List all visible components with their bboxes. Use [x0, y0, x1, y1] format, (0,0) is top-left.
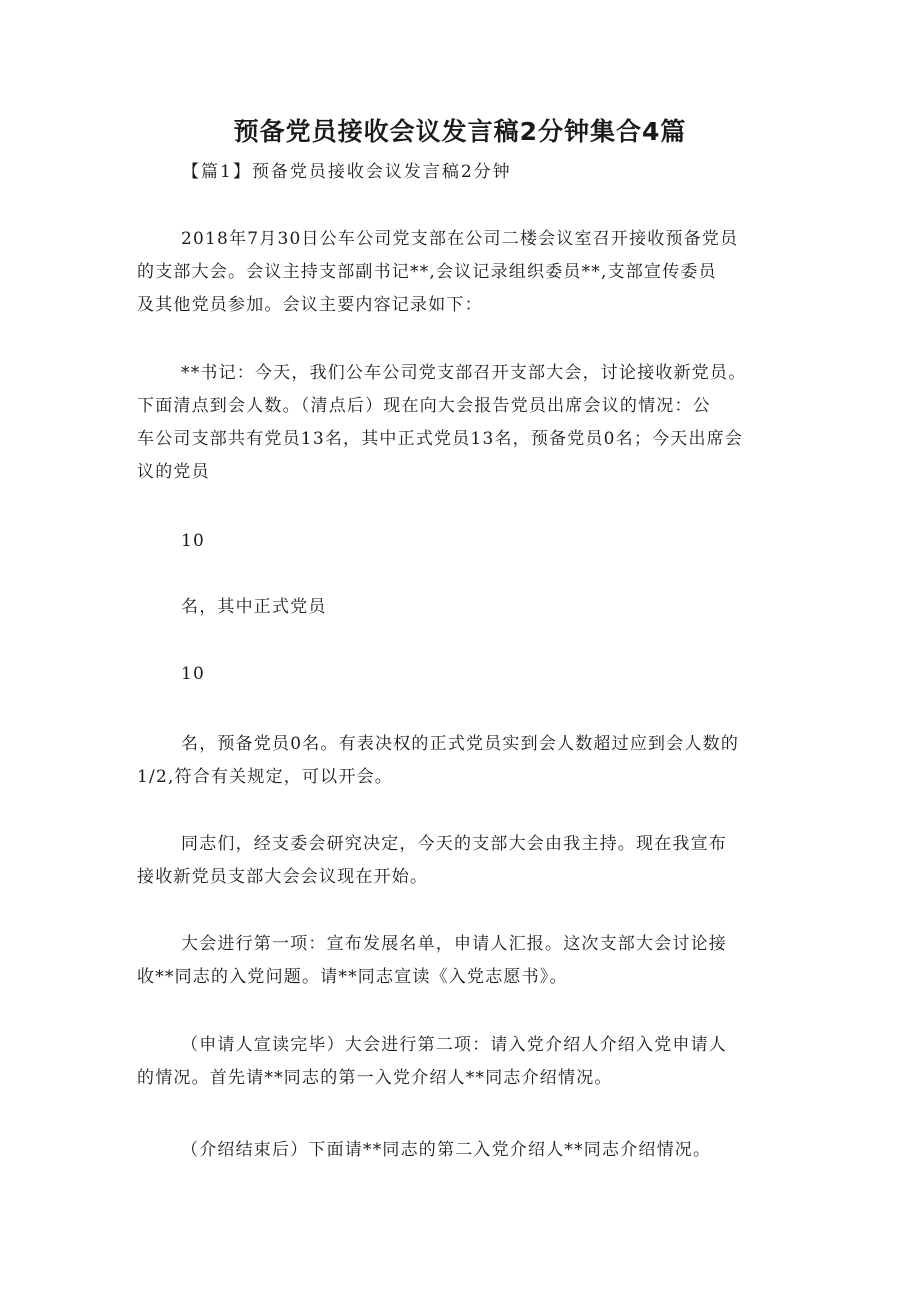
section-heading: 【篇1】预备党员接收会议发言稿2分钟 — [182, 162, 512, 182]
text-line: （申请人宣读完毕）大会进行第二项：请入党介绍人介绍入党申请人 — [181, 1035, 727, 1055]
text-line: 同志们，经支委会研究决定，今天的支部大会由我主持。现在我宣布 — [181, 834, 727, 854]
text-line: 下面清点到会人数。（清点后）现在向大会报告党员出席会议的情况：公 — [137, 396, 711, 416]
paragraph-full-members-label — [137, 591, 797, 624]
text-line: 大会进行第一项：宣布发展名单，申请人汇报。这次支部大会讨论接 — [181, 934, 727, 954]
paragraph-second-introducer — [137, 1134, 797, 1167]
paragraph-full-members-count — [137, 658, 797, 691]
text-line: **书记：今天，我们公车公司党支部召开支部大会，讨论接收新党员。 — [181, 363, 747, 383]
text-line: 2018年7月30日公车公司党支部在公司二楼会议室召开接收预备党员 — [181, 229, 739, 249]
text-line: 的支部大会。会议主持支部副书记**,会议记录组织委员**,支部宣传委员 — [137, 262, 717, 282]
paragraph-quorum — [137, 728, 797, 794]
paragraph-agenda-item-1 — [137, 928, 797, 994]
text-line: 名，预备党员0名。有表决权的正式党员实到会人数超过应到会人数的 — [181, 734, 740, 754]
text-line: 名，其中正式党员 — [181, 597, 327, 617]
text-line: 议的党员 — [137, 462, 210, 482]
document-title: 预备党员接收会议发言稿2分钟集合4篇 — [233, 117, 687, 146]
text-line: 10 — [181, 531, 206, 551]
text-line: 10 — [181, 664, 206, 684]
paragraph-meeting-start — [137, 828, 797, 894]
text-line: 的情况。首先请**同志的第一入党介绍人**同志介绍情况。 — [137, 1068, 613, 1088]
text-line: 1/2,符合有关规定，可以开会。 — [137, 767, 393, 787]
text-line: （介绍结束后）下面请**同志的第二入党介绍人**同志介绍情况。 — [181, 1140, 712, 1160]
paragraph-attendee-count — [137, 525, 797, 558]
paragraph-secretary-opening — [137, 357, 797, 489]
text-line: 车公司支部共有党员13名，其中正式党员13名，预备党员0名；今天出席会 — [137, 429, 744, 449]
paragraph-meeting-intro — [137, 223, 797, 322]
text-line: 接收新党员支部大会会议现在开始。 — [137, 867, 429, 887]
text-line: 收**同志的入党问题。请**同志宣读《入党志愿书》。 — [137, 967, 568, 987]
paragraph-agenda-item-2 — [137, 1029, 797, 1095]
text-line: 及其他党员参加。会议主要内容记录如下： — [137, 295, 483, 315]
